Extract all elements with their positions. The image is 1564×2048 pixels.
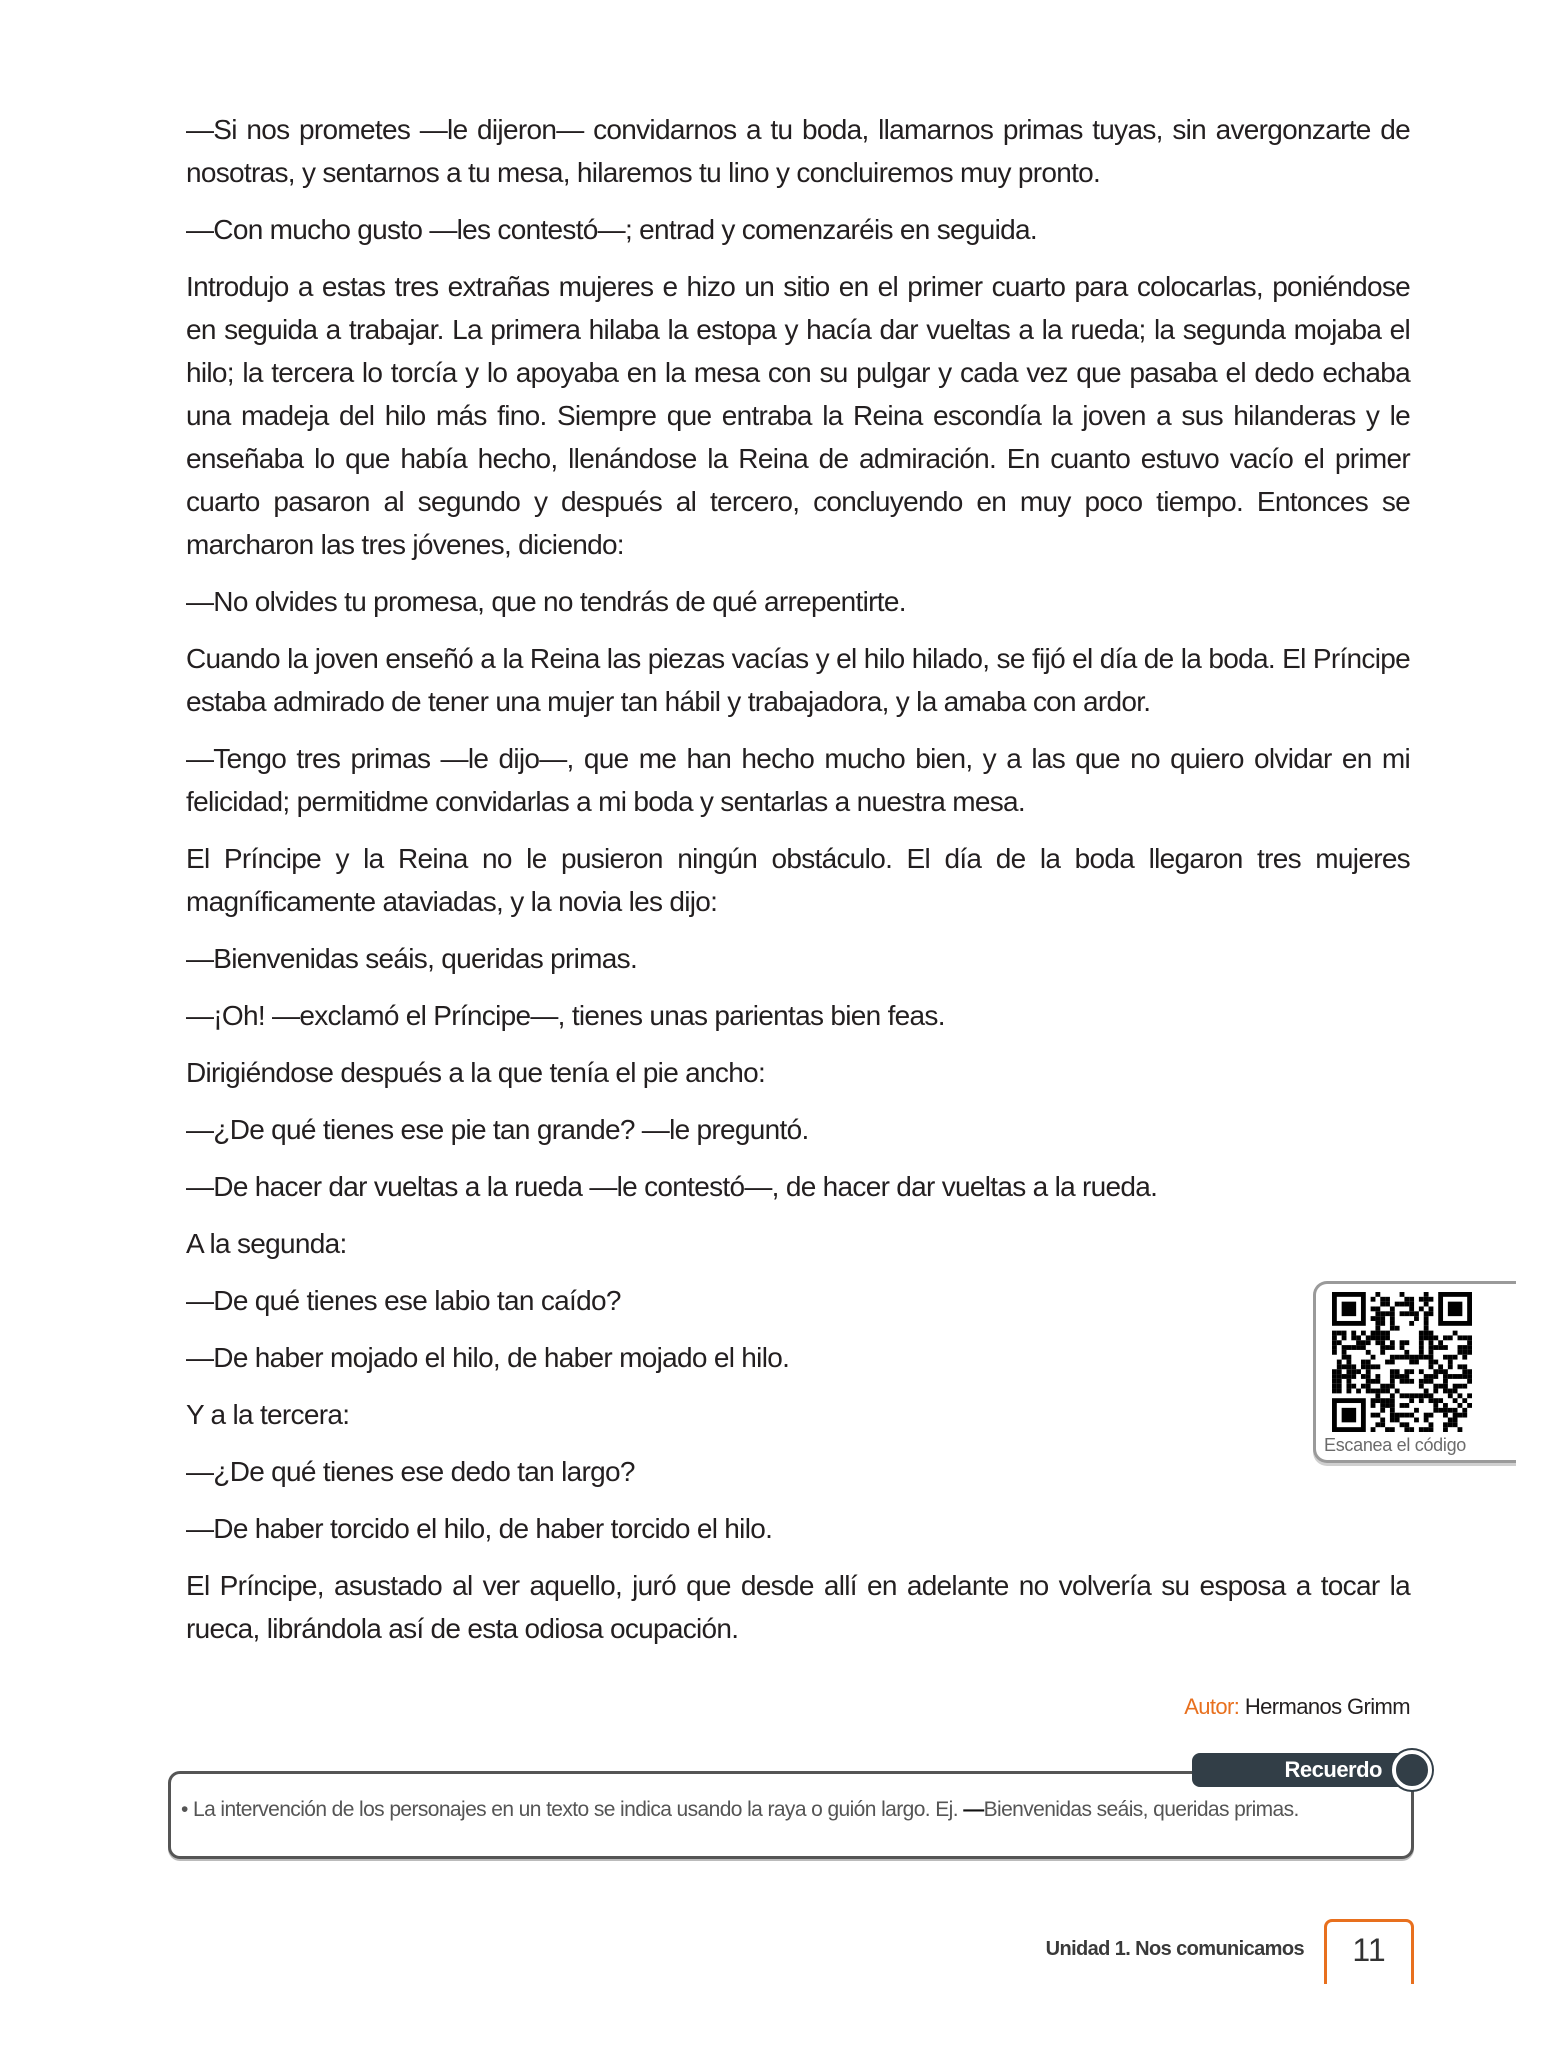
recuerdo-text — [181, 1798, 1299, 1822]
dash-example: — — [963, 1798, 984, 1821]
qr-code-icon — [1332, 1292, 1472, 1432]
story-text — [186, 108, 1410, 1664]
paragraph: —De haber torcido el hilo, de haber torcido el hilo. — [186, 1513, 773, 1544]
recuerdo-example: Bienvenidas seáis, queridas primas. — [983, 1798, 1299, 1821]
qr-caption: Escanea el código — [1324, 1435, 1467, 1455]
recuerdo-tab — [1192, 1753, 1412, 1787]
paragraph: —¡Oh! —exclamó el Príncipe—, tienes unas parientas bien feas. — [186, 1000, 945, 1031]
paragraph: Introdujo a estas tres extrañas mujeres e hizo un sitio en el primer cuarto para colocarlas, poniéndose en seguida a trabajar. La primera hilaba la estopa y hacía dar vueltas a la rueda; la segunda mojaba el hilo; la tercera lo torcía y lo apoyaba en la mesa con su pulgar y cada vez que pasaba el dedo echaba una madeja del hilo más fino. Siempre que entraba la Reina escondía la joven a sus hilanderas y le enseñaba lo que había hecho, llenándose la Reina de admiración. En cuanto estuvo vacío el primer cuarto pasaron al segundo y después al tercero, concluyendo en muy poco tiempo. Entonces se marcharon las tres jóvenes, diciendo: — [186, 271, 1410, 560]
ring-icon — [1392, 1750, 1432, 1790]
page-number: 11 — [1352, 1932, 1386, 1968]
recuerdo-rule: • La intervención de los personajes en un texto se indica usando la raya o guión largo. Ej. — [181, 1798, 964, 1821]
author-credit — [1184, 1694, 1410, 1720]
paragraph: El Príncipe y la Reina no le pusieron ningún obstáculo. El día de la boda llegaron tres mujeres magníficamente ataviadas, y la novia les dijo: — [186, 843, 1410, 917]
paragraph: —No olvides tu promesa, que no tendrás de qué arrepentirte. — [186, 586, 906, 617]
paragraph: A la segunda: — [186, 1228, 347, 1259]
author-name: Hermanos Grimm — [1244, 1694, 1410, 1719]
paragraph: —Tengo tres primas —le dijo—, que me han hecho mucho bien, y a las que no quiero olvidar en mi felicidad; permitidme convidarlas a mi boda y sentarlas a nuestra mesa. — [186, 743, 1410, 817]
paragraph: —¿De qué tienes ese pie tan grande? —le preguntó. — [186, 1114, 809, 1145]
recuerdo-title: Recuerdo — [1284, 1757, 1382, 1782]
paragraph: —De hacer dar vueltas a la rueda —le contestó—, de hacer dar vueltas a la rueda. — [186, 1171, 1158, 1202]
paragraph: —Con mucho gusto —les contestó—; entrad y comenzaréis en seguida. — [186, 214, 1037, 245]
paragraph: Y a la tercera: — [186, 1399, 350, 1430]
author-label: Autor: — [1184, 1694, 1240, 1719]
paragraph: Cuando la joven enseñó a la Reina las piezas vacías y el hilo hilado, se fijó el día de la boda. El Príncipe estaba admirado de tener una mujer tan hábil y trabajadora, y la amaba con ardor. — [186, 643, 1410, 717]
paragraph: —Si nos prometes —le dijeron— convidarnos a tu boda, llamarnos primas tuyas, sin avergonzarte de nosotras, y sentarnos a tu mesa, hilaremos tu lino y concluiremos muy pronto. — [186, 114, 1410, 188]
paragraph: El Príncipe, asustado al ver aquello, juró que desde allí en adelante no volvería su esposa a tocar la rueca, librándola así de esta odiosa ocupación. — [186, 1570, 1410, 1644]
paragraph: Dirigiéndose después a la que tenía el pie ancho: — [186, 1057, 766, 1088]
paragraph: —¿De qué tienes ese dedo tan largo? — [186, 1456, 635, 1487]
unit-label: Unidad 1. Nos comunicamos — [1045, 1938, 1304, 1960]
qr-code-box[interactable] — [1313, 1281, 1516, 1463]
paragraph: —De haber mojado el hilo, de haber mojado el hilo. — [186, 1342, 790, 1373]
page-number-box — [1324, 1919, 1414, 1984]
paragraph: —Bienvenidas seáis, queridas primas. — [186, 943, 638, 974]
paragraph: —De qué tienes ese labio tan caído? — [186, 1285, 621, 1316]
